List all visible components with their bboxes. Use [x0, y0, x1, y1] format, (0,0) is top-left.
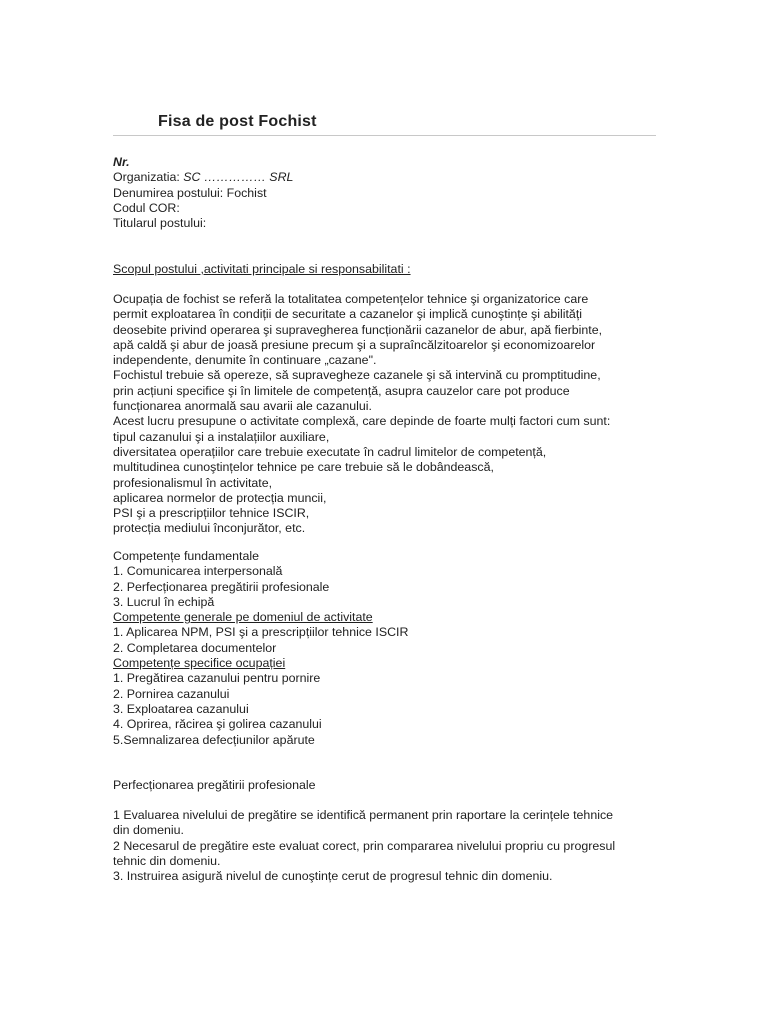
description-line: funcționarea anormală sau avarii ale cazanului. [113, 399, 372, 414]
training-paragraph [113, 808, 658, 884]
description-line: prin acțiuni specifice şi în limitele de competență, asupra cauzelor care pot produce [113, 383, 570, 398]
nr-label: Nr. [113, 155, 130, 169]
description-line: profesionalismul în activitate, [113, 475, 273, 490]
competence-item: 2. Perfecționarea pregătirii profesionale [113, 579, 330, 594]
description-line: permit exploatarea în condiții de securitate a cazanelor şi implică cunoştințe şi abilități [113, 307, 583, 322]
organizatia-value: SC …………… SRL [183, 170, 294, 185]
competence-item: 3. Exploatarea cazanului [113, 701, 249, 716]
description-line: Fochistul trebuie să opereze, să supravegheze cazanele şi să intervină cu promptitudine, [113, 368, 601, 383]
scope-heading: Scopul postului ,activitati principale si responsabilitati : [113, 262, 411, 276]
training-line: 1 Evaluarea nivelului de pregătire se identifică permanent prin raportare la cerințele tehnice [113, 808, 614, 822]
competence-item: 4. Oprirea, răcirea şi golirea cazanului [113, 717, 322, 732]
description-line: tipul cazanului şi a instalațiilor auxiliare, [113, 429, 330, 444]
competence-item: 2. Pornirea cazanului [113, 686, 230, 701]
competence-item: Competente generale pe domeniul de activitate [113, 610, 373, 625]
description-paragraph [113, 292, 658, 537]
description-line: apă caldă şi abur de joasă presiune precum şi a supraîncălzitoarelor şi economizoarelor [113, 337, 596, 352]
titularul-postului: Titularul postului: [113, 216, 207, 231]
description-line: deosebite privind operarea şi supravegherea funcționării cazanelor de abur, apă fierbinte, [113, 322, 603, 337]
competence-item: 3. Lucrul în echipă [113, 594, 215, 609]
competence-item: 1. Comunicarea interpersonală [113, 564, 283, 579]
codul-cor: Codul COR: [113, 200, 180, 215]
title-divider [113, 135, 656, 136]
training-heading: Perfecționarea pregătirii profesionale [113, 778, 316, 792]
description-line: diversitatea operațiilor care trebuie executate în cadrul limitelor de competență, [113, 444, 547, 459]
competence-item: Competențe specifice ocupației [113, 656, 286, 671]
training-section [113, 778, 658, 793]
organizatia-line [113, 170, 658, 185]
document-title: Fisa de post Fochist [158, 113, 317, 130]
description-line: multitudinea cunoştințelor tehnice pe care trebuie să le dobândească, [113, 460, 494, 475]
header-fields [113, 155, 658, 231]
organizatia-label: Organizatia: [113, 170, 184, 185]
competence-item: 5.Semnalizarea defecțiunilor apărute [113, 732, 315, 747]
training-line: tehnic din domeniu. [113, 853, 221, 868]
denumirea-postului: Denumirea postului: Fochist [113, 185, 267, 200]
competence-item: 2. Completarea documentelor [113, 640, 277, 655]
description-line: protecția mediului înconjurător, etc. [113, 521, 306, 536]
description-line: aplicarea normelor de protecția muncii, [113, 490, 327, 505]
description-line: Acest lucru presupune o activitate complexă, care depinde de foarte mulți factori cum sunt: [113, 414, 611, 429]
competences-list [113, 549, 658, 748]
training-line: din domeniu. [113, 823, 184, 838]
scope-section [113, 262, 658, 277]
competence-item: Competențe fundamentale [113, 549, 260, 563]
description-line: PSI şi a prescripțiilor tehnice ISCIR, [113, 506, 310, 521]
description-line: Ocupația de fochist se referă la totalitatea competențelor tehnice şi organizatorice care [113, 292, 589, 306]
training-line: 2 Necesarul de pregătire este evaluat corect, prin compararea nivelului propriu cu progresul [113, 838, 616, 853]
training-line: 3. Instruirea asigură nivelul de cunoştințe cerut de progresul tehnic din domeniu. [113, 869, 553, 884]
competence-item: 1. Aplicarea NPM, PSI şi a prescripțiilor tehnice ISCIR [113, 625, 409, 640]
description-line: independente, denumite în continuare „cazane". [113, 353, 377, 368]
competence-item: 1. Pregătirea cazanului pentru pornire [113, 671, 321, 686]
